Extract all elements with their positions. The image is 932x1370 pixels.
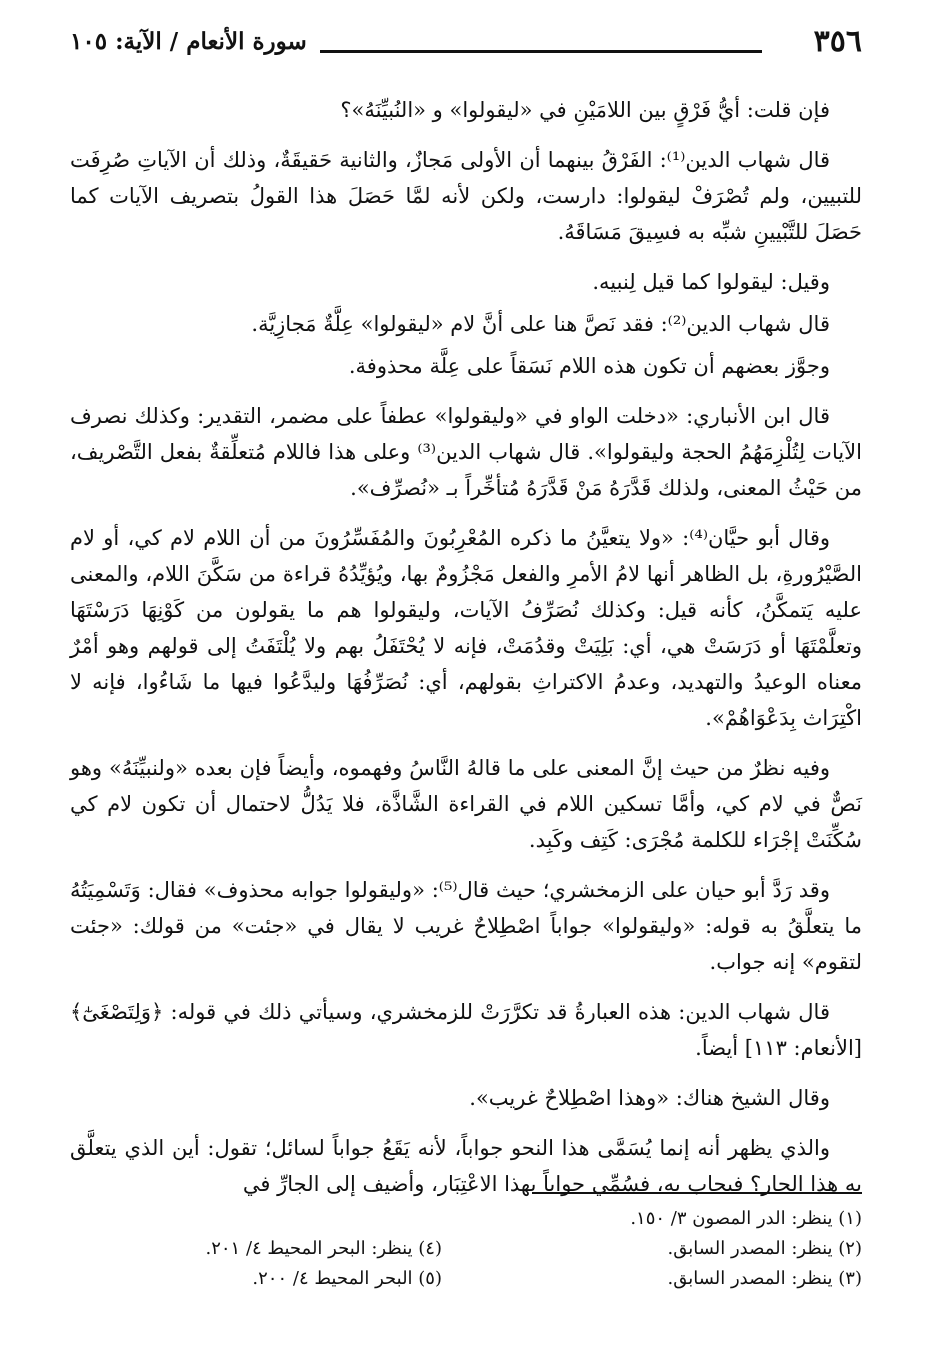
- paragraph: والذي يظهر أنه إنما يُسَمَّى هذا النحو جواباً، لأنه يَقَعُ جواباً لسائل؛ تقول: أين الذي يتعلَّق به هذا الجار؟ فيجاب به، فسُمِّي جواباً بهذا الاعْتِبَار، وأضيف إلى الجارِّ في: [70, 1136, 862, 1196]
- paragraph: وفيه نظرٌ من حيث إنَّ المعنى على ما قالهُ النَّاسُ وفهموه، وأيضاً فإن بعده «ولنبيِّنَهُ» وهو نَصٌّ في لام كي، وأمَّا تسكين اللام في القراءة الشَّاذَّة، فلا يَدُلُّ لاحتمال أن تكون لام كي سُكِّنَتْ إجْرَاء للكلمة مُجْرَى: كَتِف وكَبِد.: [70, 756, 862, 852]
- paragraph: وقال أبو حيَّان⁽⁴⁾: «ولا يتعيَّنُ ما ذكره المُعْرِبُونَ والمُفَسِّرُونَ من أن اللام لام كي، أو لام الصَّيْرُورةِ، بل الظاهر أنها لامُ الأمرِ والفعل مَجْزُومٌ بها، ويُؤيِّدُهُ قراءة من سَكَّنَ اللام، والمعنى عليه يَتمكَّنُ، كأنه قيل: وكذلك نُصَرِّفُ الآيات، وليقولوا هم ما يقولون من كَوْنِهَا دَرَسْتَهَا وتعلَّمْتَهَا أو دَرَسَتْ هي، أي: بَلِيَتْ وقدُمَتْ، فإنه لا يُحْتَفَلُ بهم ولا يُلْتَفَتُ إلى قولهم وهو أمْرٌ معناه الوعيدُ والتهديد، وعدمُ الاكتراثِ بقولهم، أي: نُصَرِّفُهَا وليدَّعُوا فيها ما شَاءُوا، فإنه لا اكْتِرَاث بِدَعْوَاهُمْ».: [70, 526, 862, 730]
- page-number: ٣٥٦: [813, 24, 862, 59]
- footnote-column-left: [62, 1234, 442, 1294]
- page-header: [70, 22, 862, 68]
- paragraph: وجوَّز بعضهم أن تكون هذه اللام نَسَقاً على عِلَّة محذوفة.: [348, 354, 830, 378]
- header-rule: [320, 50, 762, 53]
- footnote-rule: [532, 1192, 862, 1194]
- footnote: (٣) ينظر: المصدر السابق.: [667, 1268, 862, 1289]
- paragraph: وقيل: ليقولوا كما قيل لِنبيه.: [592, 270, 830, 294]
- footnote-column-right: [482, 1204, 862, 1294]
- footnote: (٢) ينظر: المصدر السابق.: [667, 1238, 862, 1259]
- paragraph: فإن قلت: أيُّ فَرْقٍ بين اللامَيْنِ في «ليقولوا» و «النُبيِّنَهُ»؟: [340, 98, 830, 122]
- paragraph: قال شهاب الدين: هذه العبارةُ قد تكرَّرَتْ للزمخشري، وسيأتي ذلك في قوله: ﴿وَلِتَصْغَىٰٓ﴾ [الأنعام: ١١٣] أيضاً.: [70, 1000, 862, 1060]
- footnotes: [70, 1204, 862, 1314]
- paragraph: قال ابن الأنباري: «دخلت الواو في «وليقولوا» عطفاً على مضمر، التقدير: وكذلك نصرف الآيات لِتُلْزِمَهُمُ الحجة وليقولوا». قال شهاب الدين⁽³⁾ وعلى هذا فاللام مُتعلِّقةٌ بفعل التَّصْريف، من حَيْثُ المعنى، ولذلك قَدَّرَهُ مَنْ قَدَّرَهُ مُتأخِّراً بـ «نُصرِّف».: [70, 404, 862, 500]
- paragraph: قال شهاب الدين⁽¹⁾: الفَرْقُ بينهما أن الأولى مَجازٌ، والثانية حَقيقَةٌ، وذلك أن الآياتِ صُرِفَت للتبيين، ولم تُصْرَفْ ليقولوا: دارست، ولكن لأنه لمَّا حَصَلَ هذا القولُ بتصريف الآيات كما حَصَلَ للتَّبْيينِ شبِّه به فسِيقَ مَسَاقَهُ.: [70, 148, 863, 244]
- paragraph: وقال الشيخ هناك: «وهذا اصْطِلاحٌ غريب».: [469, 1086, 830, 1110]
- main-text: [70, 92, 863, 1196]
- footnote: (١) ينظر: الدر المصون ٣/ ١٥٠.: [630, 1208, 862, 1229]
- paragraph: وقد رَدَّ أبو حيان على الزمخشري؛ حيث قال⁽⁵⁾: «وليقولوا جوابه محذوف» فقال: وَتَسْمِيَتُهُ ما يتعلَّقُ به قوله: «وليقولوا» جواباً اصْطِلاحٌ غريب لا يقال في «جئت» من قولك: «جئت لتقوم» إنه جواب.: [70, 878, 862, 974]
- footnote: (٤) ينظر: البحر المحيط ٤/ ٢٠١.: [205, 1238, 442, 1259]
- footnote: (٥) البحر المحيط ٤/ ٢٠٠.: [252, 1268, 442, 1289]
- paragraph: قال شهاب الدين⁽²⁾: فقد نَصَّ هنا على أنَّ لام «ليقولوا» عِلَّةٌ مَجازِيَّة.: [251, 312, 830, 336]
- running-title: سورة الأنعام / الآية: ١٠٥: [70, 28, 307, 55]
